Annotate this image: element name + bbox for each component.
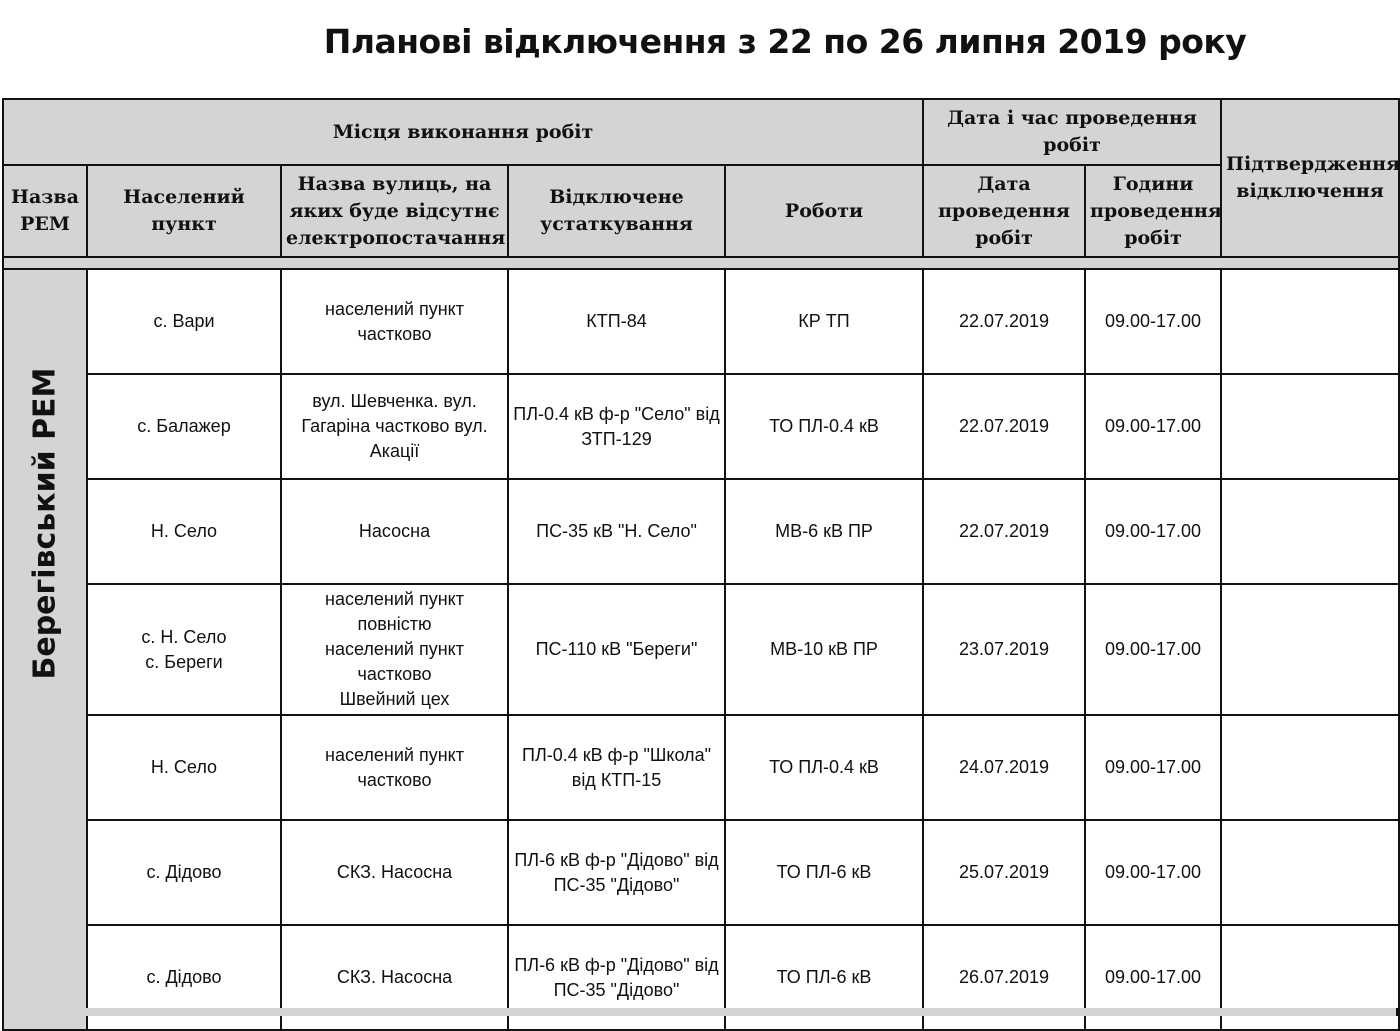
cell-equipment: ПЛ-6 кВ ф-р "Дідово" від ПС-35 "Дідово" [508, 925, 725, 1030]
header-separator [3, 257, 1399, 269]
cell-streets: населений пункт частково [281, 715, 508, 820]
header-streets: Назва вулиць, на яких буде відсутнє електропостачання [281, 165, 508, 257]
cell-confirmation [1221, 374, 1399, 479]
header-rem: Назва РЕМ [3, 165, 87, 257]
cell-settlement: с. Дідово [87, 925, 281, 1030]
table-row [3, 374, 1399, 479]
cell-streets: населений пункт частково [281, 269, 508, 374]
table-row [3, 820, 1399, 925]
outage-schedule-table [2, 98, 1400, 1031]
cell-equipment: ПС-110 кВ "Береги" [508, 584, 725, 715]
header-location-group: Місця виконання робіт [3, 99, 923, 165]
table-bottom-bar [2, 1008, 1398, 1016]
cell-date: 25.07.2019 [923, 820, 1085, 925]
cell-date: 22.07.2019 [923, 269, 1085, 374]
header-settlement: Населений пункт [87, 165, 281, 257]
cell-works: МВ-6 кВ ПР [725, 479, 923, 584]
cell-hours: 09.00-17.00 [1085, 584, 1221, 715]
cell-hours: 09.00-17.00 [1085, 269, 1221, 374]
cell-equipment: ПС-35 кВ "Н. Село" [508, 479, 725, 584]
cell-works: ТО ПЛ-0.4 кВ [725, 715, 923, 820]
cell-hours: 09.00-17.00 [1085, 374, 1221, 479]
cell-settlement: с. Дідово [87, 820, 281, 925]
cell-date: 23.07.2019 [923, 584, 1085, 715]
cell-streets: СКЗ. Насосна [281, 820, 508, 925]
header-datetime-group: Дата і час проведення робіт [923, 99, 1221, 165]
table-row [3, 479, 1399, 584]
table-row [3, 584, 1399, 715]
cell-confirmation [1221, 479, 1399, 584]
cell-confirmation [1221, 715, 1399, 820]
table-row [3, 269, 1399, 374]
rem-name: Берегівський РЕМ [27, 367, 63, 680]
cell-equipment: КТП-84 [508, 269, 725, 374]
cell-hours: 09.00-17.00 [1085, 820, 1221, 925]
cell-date: 22.07.2019 [923, 374, 1085, 479]
cell-hours: 09.00-17.00 [1085, 479, 1221, 584]
cell-works: ТО ПЛ-6 кВ [725, 820, 923, 925]
cell-works: КР ТП [725, 269, 923, 374]
cell-settlement: с. Н. Село с. Береги [87, 584, 281, 715]
header-equipment: Відключене устаткування [508, 165, 725, 257]
header-row-columns [3, 165, 1399, 257]
cell-works: МВ-10 кВ ПР [725, 584, 923, 715]
cell-streets: вул. Шевченка. вул. Гагаріна частково вул. Акації [281, 374, 508, 479]
separator-cell [3, 257, 1399, 269]
rem-name-cell [3, 269, 87, 1030]
cell-streets: населений пункт повністю населений пункт частково Швейний цех [281, 584, 508, 715]
cell-confirmation [1221, 269, 1399, 374]
cell-settlement: с. Вари [87, 269, 281, 374]
header-works: Роботи [725, 165, 923, 257]
cell-works: ТО ПЛ-0.4 кВ [725, 374, 923, 479]
cell-settlement: с. Балажер [87, 374, 281, 479]
header-hours: Години проведення робіт [1085, 165, 1221, 257]
cell-streets: Насосна [281, 479, 508, 584]
page-title: Планові відключення з 22 по 26 липня 2019 року [323, 22, 1247, 61]
header-date: Дата проведення робіт [923, 165, 1085, 257]
cell-date: 24.07.2019 [923, 715, 1085, 820]
cell-equipment: ПЛ-0.4 кВ ф-р "Село" від ЗТП-129 [508, 374, 725, 479]
cell-equipment: ПЛ-6 кВ ф-р "Дідово" від ПС-35 "Дідово" [508, 820, 725, 925]
header-row-groups [3, 99, 1399, 165]
cell-settlement: Н. Село [87, 715, 281, 820]
cell-streets: СКЗ. Насосна [281, 925, 508, 1030]
cell-equipment: ПЛ-0.4 кВ ф-р "Школа" від КТП-15 [508, 715, 725, 820]
cell-date: 26.07.2019 [923, 925, 1085, 1030]
cell-works: ТО ПЛ-6 кВ [725, 925, 923, 1030]
cell-date: 22.07.2019 [923, 479, 1085, 584]
table-row [3, 715, 1399, 820]
cell-settlement: Н. Село [87, 479, 281, 584]
cell-confirmation [1221, 820, 1399, 925]
header-confirmation: Підтвердження відключення [1221, 99, 1399, 257]
cell-hours: 09.00-17.00 [1085, 925, 1221, 1030]
cell-confirmation [1221, 584, 1399, 715]
cell-hours: 09.00-17.00 [1085, 715, 1221, 820]
